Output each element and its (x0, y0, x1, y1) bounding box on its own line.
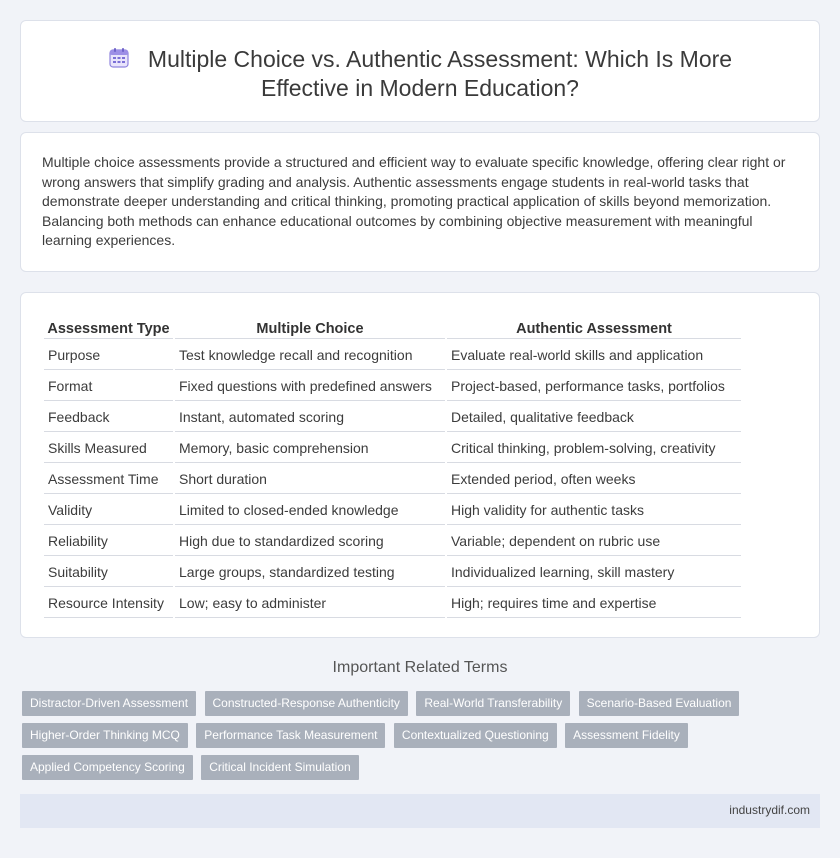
header-assessment-type: Assessment Type (44, 317, 173, 339)
table-row (44, 527, 741, 556)
authentic-cell: Extended period, often weeks (447, 465, 741, 494)
authentic-cell: High; requires time and expertise (447, 589, 741, 618)
row-label: Format (44, 372, 173, 401)
multiple-choice-cell: Short duration (175, 465, 445, 494)
authentic-cell: High validity for authentic tasks (447, 496, 741, 525)
table-row (44, 341, 741, 370)
title-card (20, 20, 820, 122)
row-label: Purpose (44, 341, 173, 370)
intro-paragraph: Multiple choice assessments provide a structured and efficient way to evaluate specific knowledge, offering clear right or wrong answers that simplify grading and analysis. Authentic assessments engage students in real-world tasks that demonstrate deeper understanding and critical thinking, promoting practical application of skills beyond memorization. Balancing both methods can enhance educational outcomes by combining objective measurement with meaningful learning experiences. (42, 154, 786, 248)
header-authentic-assessment: Authentic Assessment (447, 317, 741, 339)
related-term-tag[interactable]: Applied Competency Scoring (22, 755, 193, 780)
calendar-icon (108, 47, 130, 69)
authentic-cell: Individualized learning, skill mastery (447, 558, 741, 587)
header-multiple-choice: Multiple Choice (175, 317, 445, 339)
row-label: Feedback (44, 403, 173, 432)
table-row (44, 372, 741, 401)
table-header-row (44, 317, 741, 339)
comparison-table (42, 315, 743, 620)
row-label: Validity (44, 496, 173, 525)
related-term-tag[interactable]: Contextualized Questioning (394, 723, 557, 748)
authentic-cell: Evaluate real-world skills and application (447, 341, 741, 370)
related-terms-list (22, 691, 812, 787)
related-terms-heading: Important Related Terms (332, 659, 508, 676)
multiple-choice-cell: Fixed questions with predefined answers (175, 372, 445, 401)
multiple-choice-cell: Large groups, standardized testing (175, 558, 445, 587)
row-label: Reliability (44, 527, 173, 556)
footer (20, 794, 820, 828)
table-row (44, 558, 741, 587)
authentic-cell: Variable; dependent on rubric use (447, 527, 741, 556)
table-row (44, 403, 741, 432)
table-row (44, 465, 741, 494)
intro-card (20, 132, 820, 272)
row-label: Resource Intensity (44, 589, 173, 618)
row-label: Suitability (44, 558, 173, 587)
title-line-1: Multiple Choice vs. Authentic Assessment: Which Is More (147, 46, 733, 72)
multiple-choice-cell: Low; easy to administer (175, 589, 445, 618)
multiple-choice-cell: Memory, basic comprehension (175, 434, 445, 463)
table-row (44, 589, 741, 618)
related-term-tag[interactable]: Scenario-Based Evaluation (579, 691, 740, 716)
related-term-tag[interactable]: Higher-Order Thinking MCQ (22, 723, 188, 748)
table-row (44, 496, 741, 525)
row-label: Assessment Time (44, 465, 173, 494)
multiple-choice-cell: Limited to closed-ended knowledge (175, 496, 445, 525)
multiple-choice-cell: Test knowledge recall and recognition (175, 341, 445, 370)
related-term-tag[interactable]: Distractor-Driven Assessment (22, 691, 196, 716)
row-label: Skills Measured (44, 434, 173, 463)
title-line-2: Effective in Modern Education? (261, 75, 579, 101)
comparison-card (20, 292, 820, 638)
related-term-tag[interactable]: Constructed-Response Authenticity (205, 691, 408, 716)
authentic-cell: Critical thinking, problem-solving, creativity (447, 434, 741, 463)
related-term-tag[interactable]: Assessment Fidelity (565, 723, 688, 748)
related-term-tag[interactable]: Real-World Transferability (416, 691, 570, 716)
authentic-cell: Detailed, qualitative feedback (447, 403, 741, 432)
authentic-cell: Project-based, performance tasks, portfolios (447, 372, 741, 401)
related-term-tag[interactable]: Performance Task Measurement (196, 723, 385, 748)
related-term-tag[interactable]: Critical Incident Simulation (201, 755, 358, 780)
footer-site-link[interactable]: industrydif.com (729, 803, 810, 817)
multiple-choice-cell: Instant, automated scoring (175, 403, 445, 432)
page-title (21, 45, 819, 103)
table-row (44, 434, 741, 463)
multiple-choice-cell: High due to standardized scoring (175, 527, 445, 556)
